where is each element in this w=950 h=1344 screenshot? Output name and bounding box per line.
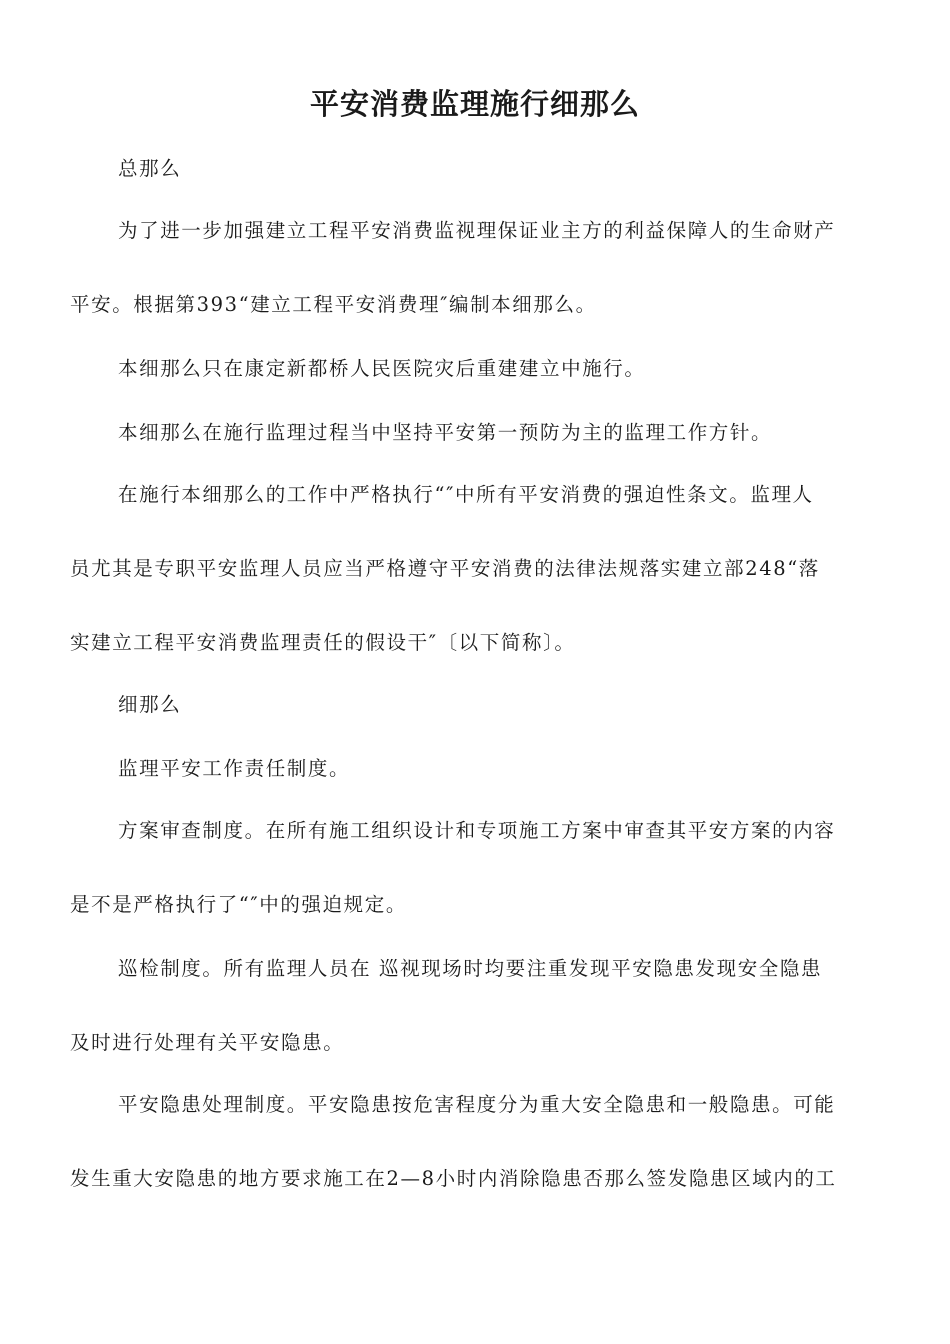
paragraph-line: 本细那么在施行监理过程当中坚持平安第一预防为主的监理工作方针。 <box>118 421 773 444</box>
paragraph-line: 监理平安工作责任制度。 <box>118 757 351 780</box>
section-heading-general: 总那么 <box>118 157 182 180</box>
paragraph-line: 发生重大安隐患的地方要求施工在2—8小时内消除隐患否那么签发隐患区域内的工 <box>70 1167 837 1190</box>
paragraph-line: 平安。根据第393“建立工程平安消费理″编制本细那么。 <box>70 293 597 316</box>
document-title: 平安消费监理施行细那么 <box>309 87 640 121</box>
paragraph-line: 平安隐患处理制度。平安隐患按危害程度分为重大安全隐患和一般隐患。可能 <box>118 1093 836 1116</box>
paragraph-line: 实建立工程平安消费监理责任的假设干″〔以下简称〕。 <box>70 631 576 654</box>
paragraph-line: 在施行本细那么的工作中严格执行“″中所有平安消费的强迫性条文。监理人 <box>118 483 814 506</box>
paragraph-line: 是不是严格执行了“″中的强迫规定。 <box>70 893 407 916</box>
paragraph-line: 及时进行处理有关平安隐患。 <box>70 1031 345 1054</box>
paragraph-line: 员尤其是专职平安监理人员应当严格遵守平安消费的法律法规落实建立部248“落 <box>70 557 820 580</box>
paragraph-line: 本细那么只在康定新都桥人民医院灾后重建建立中施行。 <box>118 357 646 380</box>
section-heading-details: 细那么 <box>118 693 182 716</box>
paragraph-line: 方案审查制度。在所有施工组织设计和专项施工方案中审查其平安方案的内容 <box>118 819 836 842</box>
paragraph-line: 巡检制度。所有监理人员在 巡视现场时均要注重发现平安隐患发现安全隐患 <box>118 957 823 980</box>
paragraph-line: 为了进一步加强建立工程平安消费监视理保证业主方的利益保障人的生命财产 <box>118 219 836 242</box>
